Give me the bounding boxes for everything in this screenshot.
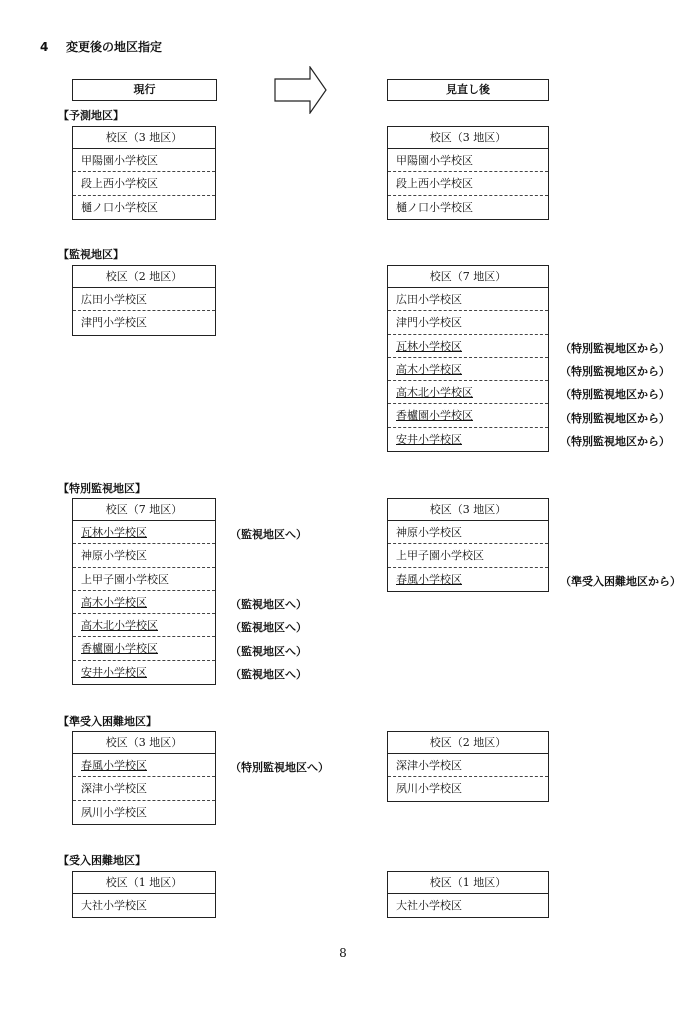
table-header: 校区（3 地区）: [388, 127, 548, 149]
row-note: （特別監視地区から）: [560, 342, 670, 355]
table-header: 校区（2 地区）: [73, 266, 215, 288]
table-row: 樋ノ口小学校区: [396, 200, 473, 214]
row-note: （特別監視地区から）: [560, 412, 670, 425]
table-row: 瓦林小学校区: [73, 521, 215, 544]
row-note: （準受入困難地区から）: [560, 575, 681, 588]
table-row: 安井小学校区: [396, 432, 462, 446]
right-arrow-icon: [274, 66, 328, 114]
row-note: （監視地区へ）: [230, 645, 307, 658]
section-label-jun-ukeire: 【準受入困難地区】: [58, 715, 157, 728]
current-table-yosoku: [72, 126, 216, 220]
current-table-tokubetsu: [72, 498, 216, 685]
table-header: 校区（7 地区）: [388, 266, 548, 288]
table-row: 神原小学校区: [388, 521, 548, 544]
table-row: 津門小学校区: [81, 316, 147, 330]
table-row: 春風小学校区: [73, 754, 215, 777]
row-note: （特別監視地区から）: [560, 388, 670, 401]
section-label-yosoku: 【予測地区】: [58, 109, 124, 122]
section-label-ukeire: 【受入困難地区】: [58, 854, 146, 867]
revised-table-tokubetsu: [387, 498, 549, 592]
table-row: 高木北小学校区: [73, 614, 215, 637]
document-heading: [40, 38, 162, 55]
table-row: 甲陽園小学校区: [388, 149, 548, 172]
table-row: 上甲子園小学校区: [73, 568, 215, 591]
row-note: （特別監視地区から）: [560, 365, 670, 378]
table-row: 広田小学校区: [73, 288, 215, 311]
row-note: （監視地区へ）: [230, 598, 307, 611]
row-note: （監視地区へ）: [230, 621, 307, 634]
table-row: 夙川小学校区: [81, 805, 147, 819]
table-header: 校区（1 地区）: [73, 872, 215, 894]
table-row: 深津小学校区: [73, 777, 215, 800]
table-row: 瓦林小学校区: [388, 335, 548, 358]
table-row: 夙川小学校区: [396, 782, 462, 796]
table-row: 上甲子園小学校区: [388, 544, 548, 567]
section-label-tokubetsu: 【特別監視地区】: [58, 482, 146, 495]
table-row: 高木小学校区: [73, 591, 215, 614]
table-header: 校区（2 地区）: [388, 732, 548, 754]
table-row: 段上西小学校区: [388, 172, 548, 195]
current-column-header: 現行: [72, 79, 217, 101]
revised-table-yosoku: [387, 126, 549, 220]
row-note: （監視地区へ）: [230, 668, 307, 681]
table-header: 校区（3 地区）: [73, 127, 215, 149]
table-row: 深津小学校区: [388, 754, 548, 777]
revised-table-ukeire: [387, 871, 549, 918]
table-row: 甲陽園小学校区: [73, 149, 215, 172]
table-row: 神原小学校区: [73, 544, 215, 567]
table-row: 香櫨園小学校区: [388, 404, 548, 427]
table-row: 大社小学校区: [396, 899, 462, 912]
current-table-ukeire: [72, 871, 216, 918]
table-header: 校区（3 地区）: [73, 732, 215, 754]
table-row: 津門小学校区: [388, 311, 548, 334]
table-row: 大社小学校区: [81, 899, 147, 912]
table-row: 広田小学校区: [388, 288, 548, 311]
table-row: 春風小学校区: [396, 572, 462, 586]
heading-number: 4: [40, 40, 49, 54]
row-note: （特別監視地区へ）: [230, 761, 329, 774]
row-note: （監視地区へ）: [230, 528, 307, 541]
table-row: 樋ノ口小学校区: [81, 200, 158, 214]
current-table-kanshi: [72, 265, 216, 336]
table-row: 高木北小学校区: [388, 381, 548, 404]
revised-table-jun-ukeire: [387, 731, 549, 802]
table-row: 安井小学校区: [81, 665, 147, 679]
table-row: 段上西小学校区: [73, 172, 215, 195]
row-note: （特別監視地区から）: [560, 435, 670, 448]
table-header: 校区（3 地区）: [388, 499, 548, 521]
table-header: 校区（1 地区）: [388, 872, 548, 894]
page-number: 8: [339, 946, 347, 960]
heading-title: 変更後の地区指定: [66, 40, 163, 54]
revised-column-header: 見直し後: [387, 79, 549, 101]
table-header: 校区（7 地区）: [73, 499, 215, 521]
revised-table-kanshi: [387, 265, 549, 452]
current-table-jun-ukeire: [72, 731, 216, 825]
table-row: 香櫨園小学校区: [73, 637, 215, 660]
table-row: 高木小学校区: [388, 358, 548, 381]
section-label-kanshi: 【監視地区】: [58, 248, 124, 261]
